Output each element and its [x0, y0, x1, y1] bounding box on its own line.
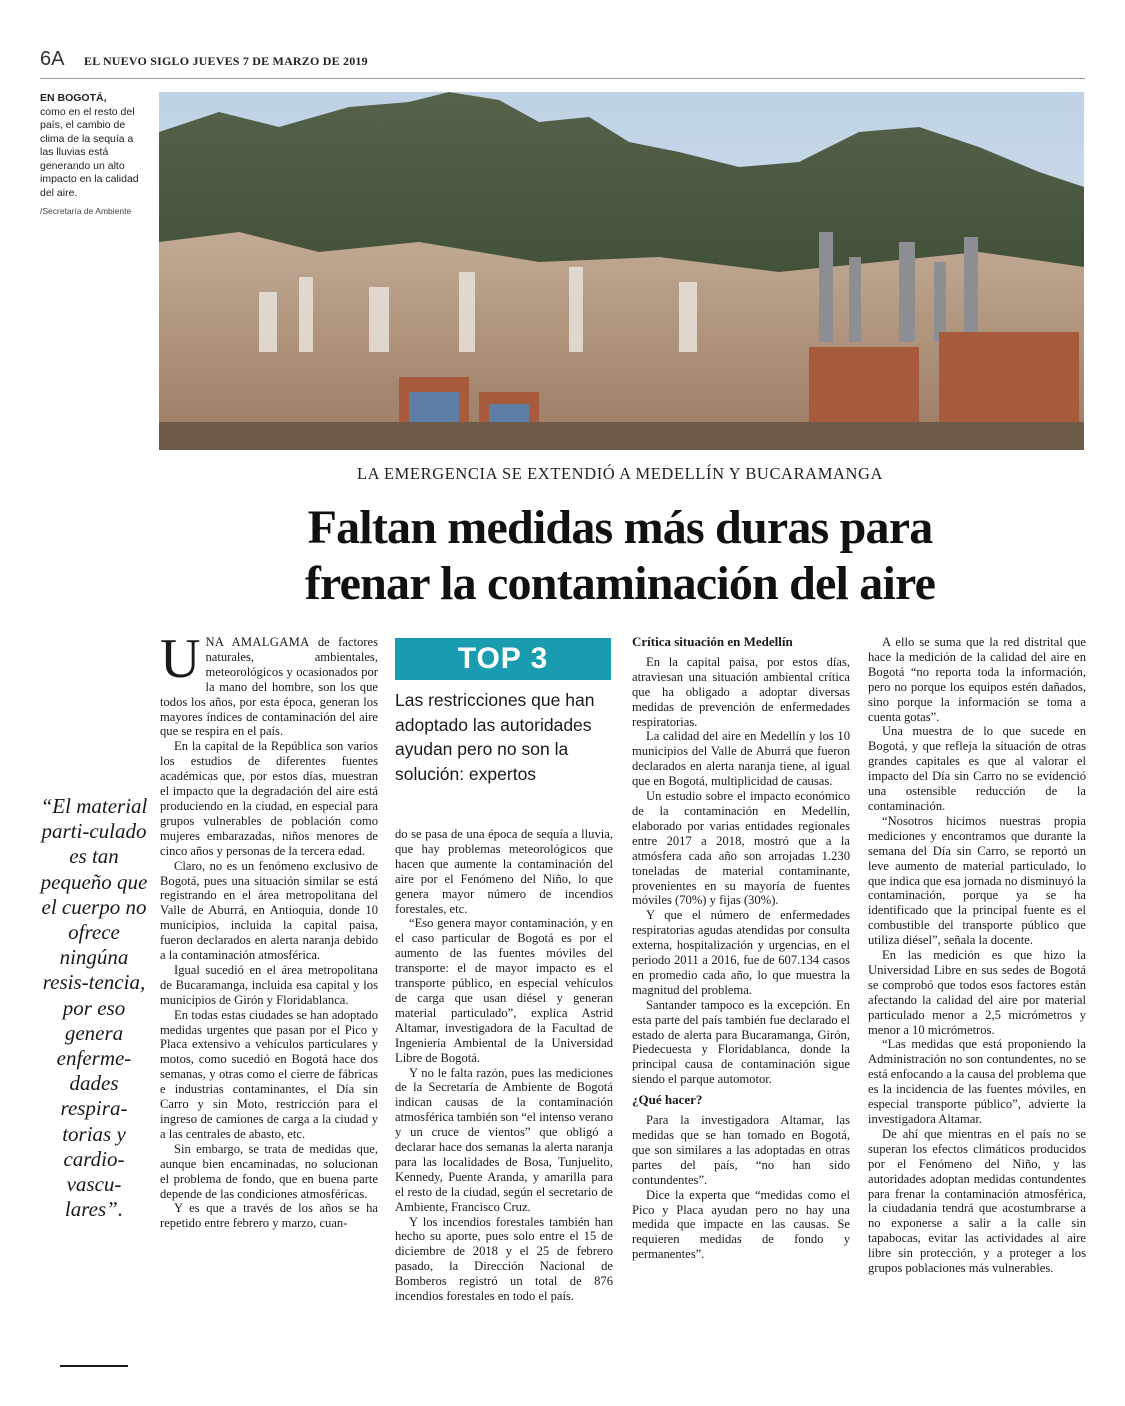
paragraph: Santander tampoco es la excepción. En esta parte del país también fue declarado el estado de alerta para Bucaramanga, Girón, Piedecuesta y Floridablanca, donde la principal causa de contaminación sigue siendo el parque automotor. — [632, 997, 850, 1087]
kicker: LA EMERGENCIA SE EXTENDIÓ A MEDELLÍN Y BUCARAMANGA — [356, 464, 884, 483]
body-column-4 — [868, 635, 1086, 1276]
masthead-dateline: EL NUEVO SIGLO JUEVES 7 DE MARZO DE 2019 — [84, 54, 368, 68]
paragraph: Y es que a través de los años se ha repetido entre febrero y marzo, cuan- — [160, 1201, 378, 1231]
paragraph: La calidad del aire en Medellín y los 10 municipios del Valle de Aburrá que fueron declarados en alerta naranja tiene, al igual que en Bogotá, multiplicidad de causas. — [632, 729, 850, 789]
paragraph: Una muestra de lo que sucede en Bogotá, y que refleja la situación de otras grandes capitales es que al valorar el impacto del Día sin Carro no se evidenció una ostensible reducción de la contaminación. — [868, 724, 1086, 813]
body-column-2 — [395, 827, 613, 1304]
paragraph: do se pasa de una época de sequía a lluvia, que hay problemas meteorológicos que hacen que aumente la contaminación del aire por el Fenómeno del Niño, lo que genera mayor número de incendios forestales, etc. — [395, 827, 613, 916]
paragraph: A ello se suma que la red distrital que hace la medición de la calidad del aire en Bogotá “no reporta toda la información, pero no porque los equipos estén dañados, sino porque la información se toma a cuenta gotas”. — [868, 635, 1086, 724]
headline — [150, 500, 1090, 612]
paragraph: “Las medidas que está proponiendo la Administración no son contundentes, no se está enfocando a la causa del problema que es la incidencia de las fuentes móviles, en especial transporte público”, advierte la investigadora Altamar. — [868, 1037, 1086, 1126]
caption-lead: EN BOGOTÁ, — [40, 92, 107, 104]
caption-body: como en el resto del país, el cambio de clima de la sequía a las lluvias está generando un alto impacto en la calidad del aire. — [40, 105, 139, 199]
paragraph: Y que el número de enfermedades respiratorias agudas atendidas por consulta externa, hospitalización y urgencias, en el periodo 2011 a 2016, fue de 607.134 casos en promedio cada año, lo que muestra la magnitud del problema. — [632, 908, 850, 997]
paragraph: Sin embargo, se trata de medidas que, aunque bien encaminadas, no solucionan el problema de fondo, que en buena parte depende de las condiciones atmosféricas. — [160, 1141, 378, 1201]
photo-credit: /Secretaría de Ambiente — [40, 206, 132, 216]
paragraph: Un estudio sobre el impacto económico de la contaminación en Medellín, elaborado por varias entidades regionales entre 2017 a 2018, mostró que a la atmósfera cada año son arrojadas 1.230 toneladas de material contaminante, provenientes en su mayoría de fuentes móviles (70%) y fijas (30%). — [632, 789, 850, 908]
subhead-que-hacer: ¿Qué hacer? — [632, 1092, 703, 1108]
paragraph: Y no le falta razón, pues las mediciones de la Secretaría de Ambiente de Bogotá indican causas de la contaminación atmosférica también son “el intenso verano y un cruce de vientos” que obligó a declarar hace dos semanas la alerta naranja para las localidades de Bosa, Tunjuelito, Kennedy, Puente Aranda, y amarilla para el resto de la ciudad, según el secretario de Ambiente, Francisco Cruz. — [395, 1065, 613, 1214]
paragraph: En todas estas ciudades se han adoptado medidas urgentes que pasan por el Pico y Placa extensivo a vehículos particulares y motos, como sucedió en Bogotá hace dos semanas, y otras como el cierre de fábricas e industrias contaminantes, el Día sin Carro y sin Moto, restricción para el ingreso de camiones de carga a la ciudad y a las centrales de abasto, etc. — [160, 1007, 378, 1141]
top3-banner: TOP 3 — [395, 638, 611, 680]
bogota-skyline-illustration — [159, 92, 1084, 450]
page-number: 6A — [40, 48, 65, 70]
subhead-medellin: Crítica situación en Medellín — [632, 634, 793, 649]
paragraph: Y los incendios forestales también han hecho su aporte, pues solo entre el 15 de diciembre de 2018 y el 25 de febrero pasado, la Dirección Nacional de Bomberos registró un total de 876 incendios forestales en todo el país. — [395, 1214, 613, 1304]
paragraph: Claro, no es un fenómeno exclusivo de Bogotá, pues una situación similar se está registrando en el área metropolitana del Valle de Aburrá, en Antioquia, donde 10 municipios, incluida la capital paisa, fueron declarados en alerta naranja debido a la contaminación atmosférica. — [160, 858, 378, 963]
body-column-1 — [160, 628, 378, 1231]
paragraph: “Eso genera mayor contaminación, y en el caso particular de Bogotá es por el aumento de las fuentes móviles del transporte: el de mayor impacto es el transporte público, en especial vehículos de carga que usan diésel y generan material particulado”, explica Astrid Altamar, investigadora de la Facultad de Ingeniería Ambiental de la Universidad Libre de Bogotá. — [395, 916, 613, 1065]
headline-line-2: frenar la contaminación del aire — [304, 557, 936, 610]
headline-line-1: Faltan medidas más duras para — [307, 501, 933, 554]
paragraph: Para la investigadora Altamar, las medidas que se han tomado en Bogotá, que son similares a las adoptadas en otras partes del país, “no han sido contundentes”. — [632, 1113, 850, 1187]
body-column-3 — [632, 635, 850, 1262]
lead-text: de factores naturales, ambientales, meteorológicos y ocasionados por la mano del hombre, son los que todos los años, por esta época, generan los mayores índices de contaminación del aire que se respira en el país. — [160, 635, 378, 739]
top3-summary: Las restricciones que han adoptado las autoridades ayudan pero no son la solución: expertos — [395, 690, 595, 784]
paragraph: Dice la experta que “medidas como el Pico y Placa ayudan pero no hay una medida que impacte en las causas. Se requieren medidas de fondo y permanentes”. — [632, 1187, 850, 1262]
pull-quote: “El material parti-culado es tan pequeño que el cuerpo no ofrece ningúna resis-tencia, por eso genera enferme-dades respira-torias y cardio-vascu-lares”. — [40, 794, 148, 1222]
drop-cap: U — [160, 628, 201, 690]
paragraph: “Nosotros hicimos nuestras propia mediciones y encontramos que durante la semana del Día sin Carro, se reportó un leve aumento de material particulado, lo que indica que esa jornada no disminuyó la contaminación, porque ya se ha identificado que la principal fuente es el combustible del transporte público que utiliza diésel”, señala la docente. — [868, 813, 1086, 948]
paragraph: Igual sucedió en el área metropolitana de Bucaramanga, incluida esa capital y los municipios de Girón y Floridablanca. — [160, 962, 378, 1007]
pull-quote-rule — [60, 1365, 128, 1367]
paragraph: En la capital paisa, por estos días, atraviesan una situación ambiental crítica que ha obligado a adoptar diversas medidas de prevención de enfermedades respiratorias. — [632, 654, 850, 729]
paragraph: De ahí que mientras en el país no se superan los efectos climáticos producidos por el Fenómeno del Niño, y las autoridades adoptan medidas contundentes para frenar la contaminación atmosférica, la ciudadania tendrá que acostumbrarse a no exponerse a salir a la calle sin tapabocas, evitar las actividades al aire libre sin protección, y a proteger a los grupos poblaciones más vulnerables. — [868, 1126, 1086, 1276]
lead-caps: NA AMALGAMA — [205, 635, 310, 649]
lead-paragraph — [160, 628, 378, 739]
city-photo — [159, 92, 1084, 450]
paragraph: En las medición es que hizo la Universidad Libre en sus sedes de Bogotá se comprobó que todos esos factores están afectando la calidad del aire por material particulado menor a 2,5 micrómetros y menor a 10 micrómetros. — [868, 948, 1086, 1037]
photo-caption — [40, 92, 148, 217]
page-header — [40, 48, 1085, 79]
paragraph: En la capital de la República son varios los estudios de diferentes fuentes académicas que, por estos días, muestran el impacto que la degradación del aire está produciendo en la ciudad, en especial para grupos vulnerables de población como mujeres embarazadas, niños menores de cinco años y personas de la tercera edad. — [160, 739, 378, 858]
